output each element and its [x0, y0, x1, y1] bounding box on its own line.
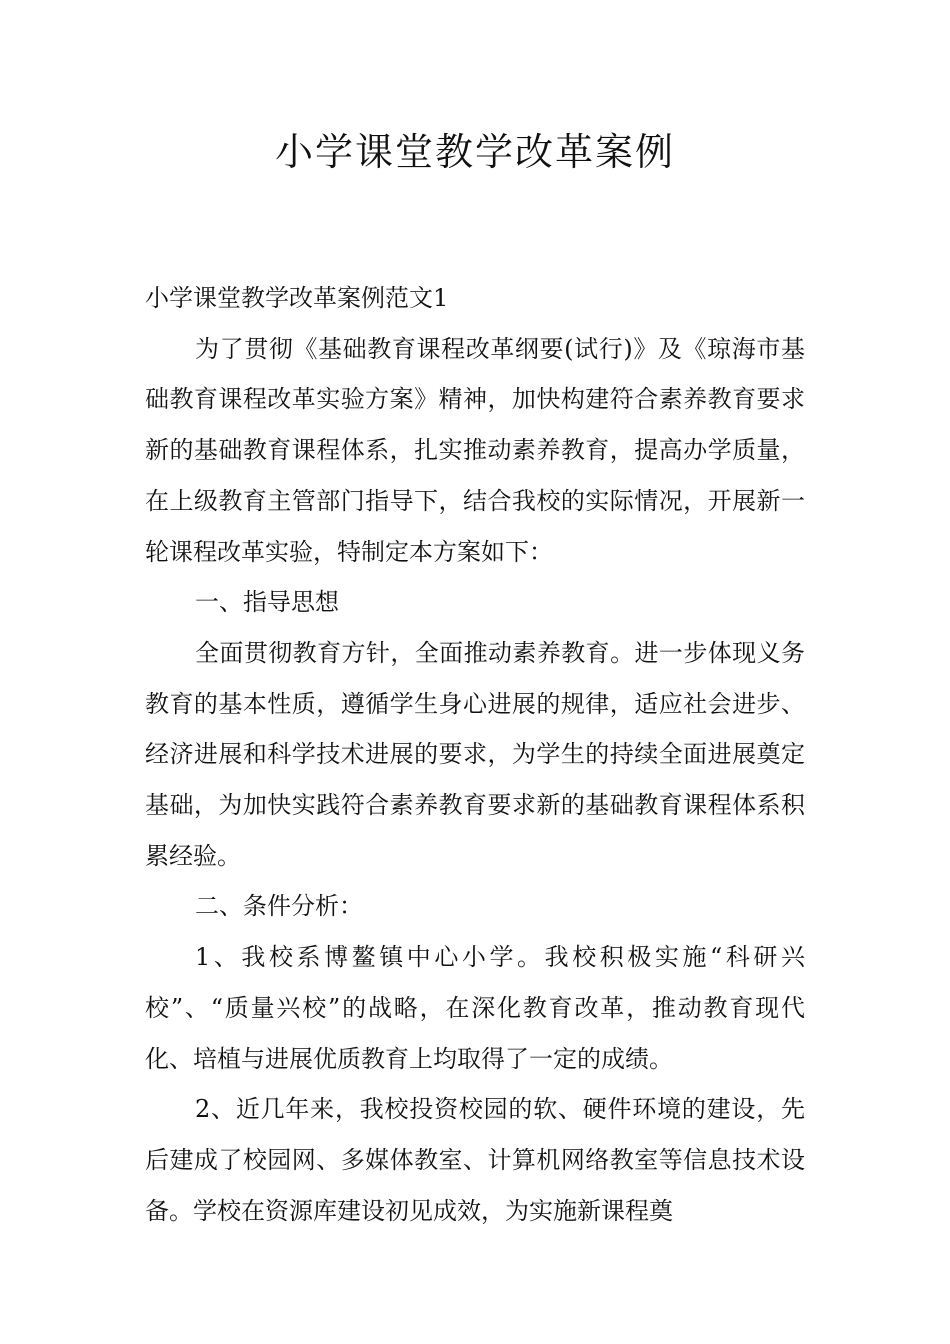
section-heading-condition-analysis: 二、条件分析：: [195, 892, 363, 921]
paragraph-condition-1: 1、我校系博鳌镇中心小学。我校积极实施“科研兴校”、“质量兴校”的战略，在深化教育改革，推动教育现代化、培植与进展优质教育上均取得了一定的成绩。: [145, 943, 805, 1073]
paragraph-guiding-ideology: 全面贯彻教育方针，全面推动素养教育。进一步体现义务教育的基本性质，遵循学生身心进展的规律，适应社会进步、经济进展和科学技术进展的要求，为学生的持续全面进展奠定基础，为加快实践符合素养教育要求新的基础教育课程体系积累经验。: [145, 638, 805, 870]
document-body: [145, 273, 805, 1236]
paragraph-heading-sample-1: 小学课堂教学改革案例范文1: [145, 284, 449, 312]
paragraph-condition-2: 2、近几年来，我校投资校园的软、硬件环境的建设，先后建成了校园网、多媒体教室、计算机网络教室等信息技术设备。学校在资源库建设初见成效，为实施新课程奠: [145, 1095, 805, 1225]
document-title: 小学课堂教学改革案例: [274, 130, 675, 174]
section-heading-guiding-ideology: 一、指导思想: [195, 588, 339, 617]
paragraph-intro: 为了贯彻《基础教育课程改革纲要(试行)》及《琼海市基础教育课程改革实验方案》精神，加快构建符合素养教育要求新的基础教育课程体系，扎实推动素养教育，提高办学质量，在上级教育主管部门指导下，结合我校的实际情况，开展新一轮课程改革实验，特制定本方案如下：: [145, 334, 805, 566]
